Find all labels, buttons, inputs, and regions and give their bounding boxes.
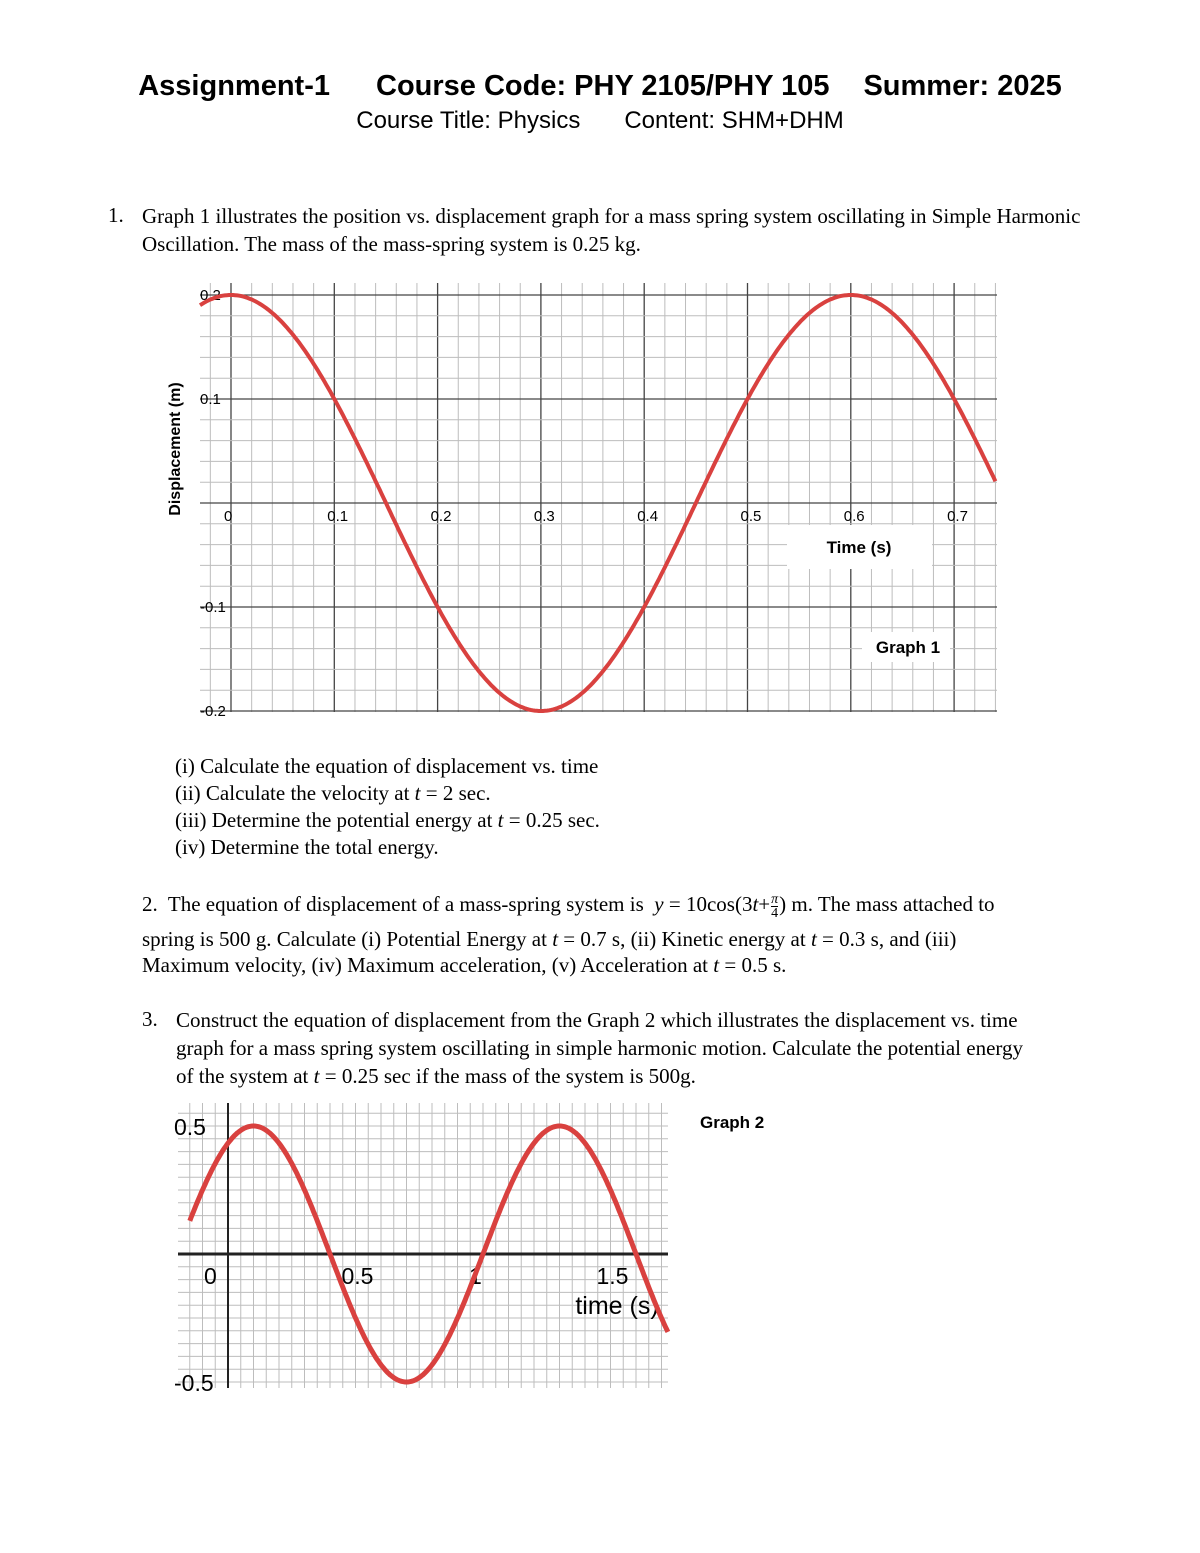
header-line-2 bbox=[0, 107, 1200, 135]
graph-1-y-tick-label: -0.2 bbox=[200, 703, 226, 720]
graph-1-x-tick-label: 0.6 bbox=[843, 508, 865, 525]
q1-number: 1. bbox=[108, 203, 124, 227]
q2-fraction: $\frac{\pi}{4}$ bbox=[771, 891, 779, 921]
q3-line-2: graph for a mass spring system oscillating in simple harmonic motion. Calculate the potential energy bbox=[176, 1036, 1024, 1060]
graph-1-x-tick-label: 0.7 bbox=[947, 508, 968, 525]
graph-1-x-tick-label: 0.1 bbox=[327, 508, 349, 525]
graph-2-x-tick-label: 1 bbox=[469, 1263, 482, 1289]
graph-1-x-tick-label: 0 bbox=[224, 508, 233, 525]
graph-1-y-tick-label: 0.2 bbox=[200, 287, 221, 304]
q3-line-1: Construct the equation of displacement from the Graph 2 which illustrates the displacement vs. time bbox=[176, 1008, 1018, 1032]
content-label: Content: SHM+DHM bbox=[624, 107, 844, 134]
graph-1-title: Graph 1 bbox=[875, 638, 941, 657]
graph-2-y-tick-label: -0.5 bbox=[174, 1370, 214, 1395]
graph-1-ylabel: Displacement (m) bbox=[167, 382, 184, 516]
q2-line-2: spring is 500 g. Calculate (i) Potential Energy at t = 0.7 s, (ii) Kinetic energy at t = 0.3 s, and (iii) bbox=[142, 927, 957, 951]
q1-text: Graph 1 illustrates the position vs. displacement graph for a mass spring system oscillating in Simple Harmonic Oscillation. The mass of the mass-spring system is 0.25 kg. bbox=[142, 204, 1081, 256]
graph-1-y-tick-label: -0.1 bbox=[200, 599, 226, 616]
graph-1-x-tick-label: 0.2 bbox=[430, 508, 452, 525]
graph-1-y-tick-label: 0.1 bbox=[200, 391, 221, 408]
course-code: Course Code: PHY 2105/PHY 105 bbox=[376, 70, 830, 102]
graph-1-xlabel: Time (s) bbox=[826, 538, 892, 557]
q3-number: 3. bbox=[142, 1007, 158, 1031]
graph-2-grid bbox=[178, 1103, 668, 1388]
graph-1-x-tick-label: 0.3 bbox=[533, 508, 555, 525]
q1-part-iii: (iii) Determine the potential energy at t = 0.25 sec. bbox=[175, 808, 600, 832]
course-title: Course Title: Physics bbox=[356, 107, 581, 134]
graph-1-x-tick-label: 0.4 bbox=[637, 508, 659, 525]
q1-part-ii: (ii) Calculate the velocity at t = 2 sec. bbox=[175, 781, 491, 805]
q2-line-3: Maximum velocity, (iv) Maximum acceleration, (v) Acceleration at t = 0.5 s. bbox=[142, 953, 787, 977]
q2-number: 2. bbox=[142, 892, 158, 916]
graph-2 bbox=[165, 1095, 685, 1395]
q3-line-3: of the system at t = 0.25 sec if the mass of the system is 500g. bbox=[176, 1064, 696, 1088]
q1-part-iv: (iv) Determine the total energy. bbox=[175, 835, 439, 859]
graph-2-y-tick-label: 0.5 bbox=[174, 1114, 206, 1140]
assignment-title: Assignment-1 bbox=[138, 70, 330, 102]
graph-1 bbox=[160, 270, 1010, 730]
graph-2-x-tick-label: 0 bbox=[204, 1263, 217, 1289]
term: Summer: 2025 bbox=[863, 70, 1062, 102]
header-line-1 bbox=[0, 70, 1200, 103]
q1-part-i: (i) Calculate the equation of displacement vs. time bbox=[175, 754, 599, 778]
graph-2-x-tick-label: 0.5 bbox=[341, 1263, 374, 1289]
q2-line-1: 2. The equation of displacement of a mass-spring system is y = 10cos(3t+ $\frac{\pi}{4}$ ) m. The mass attached to bbox=[142, 891, 995, 921]
graph-2-x-tick-label: 1.5 bbox=[596, 1263, 629, 1289]
graph-1-x-tick-label: 0.5 bbox=[740, 508, 762, 525]
graph-2-xlabel: time (s) bbox=[575, 1292, 659, 1320]
graph-2-title: Graph 2 bbox=[700, 1113, 765, 1132]
